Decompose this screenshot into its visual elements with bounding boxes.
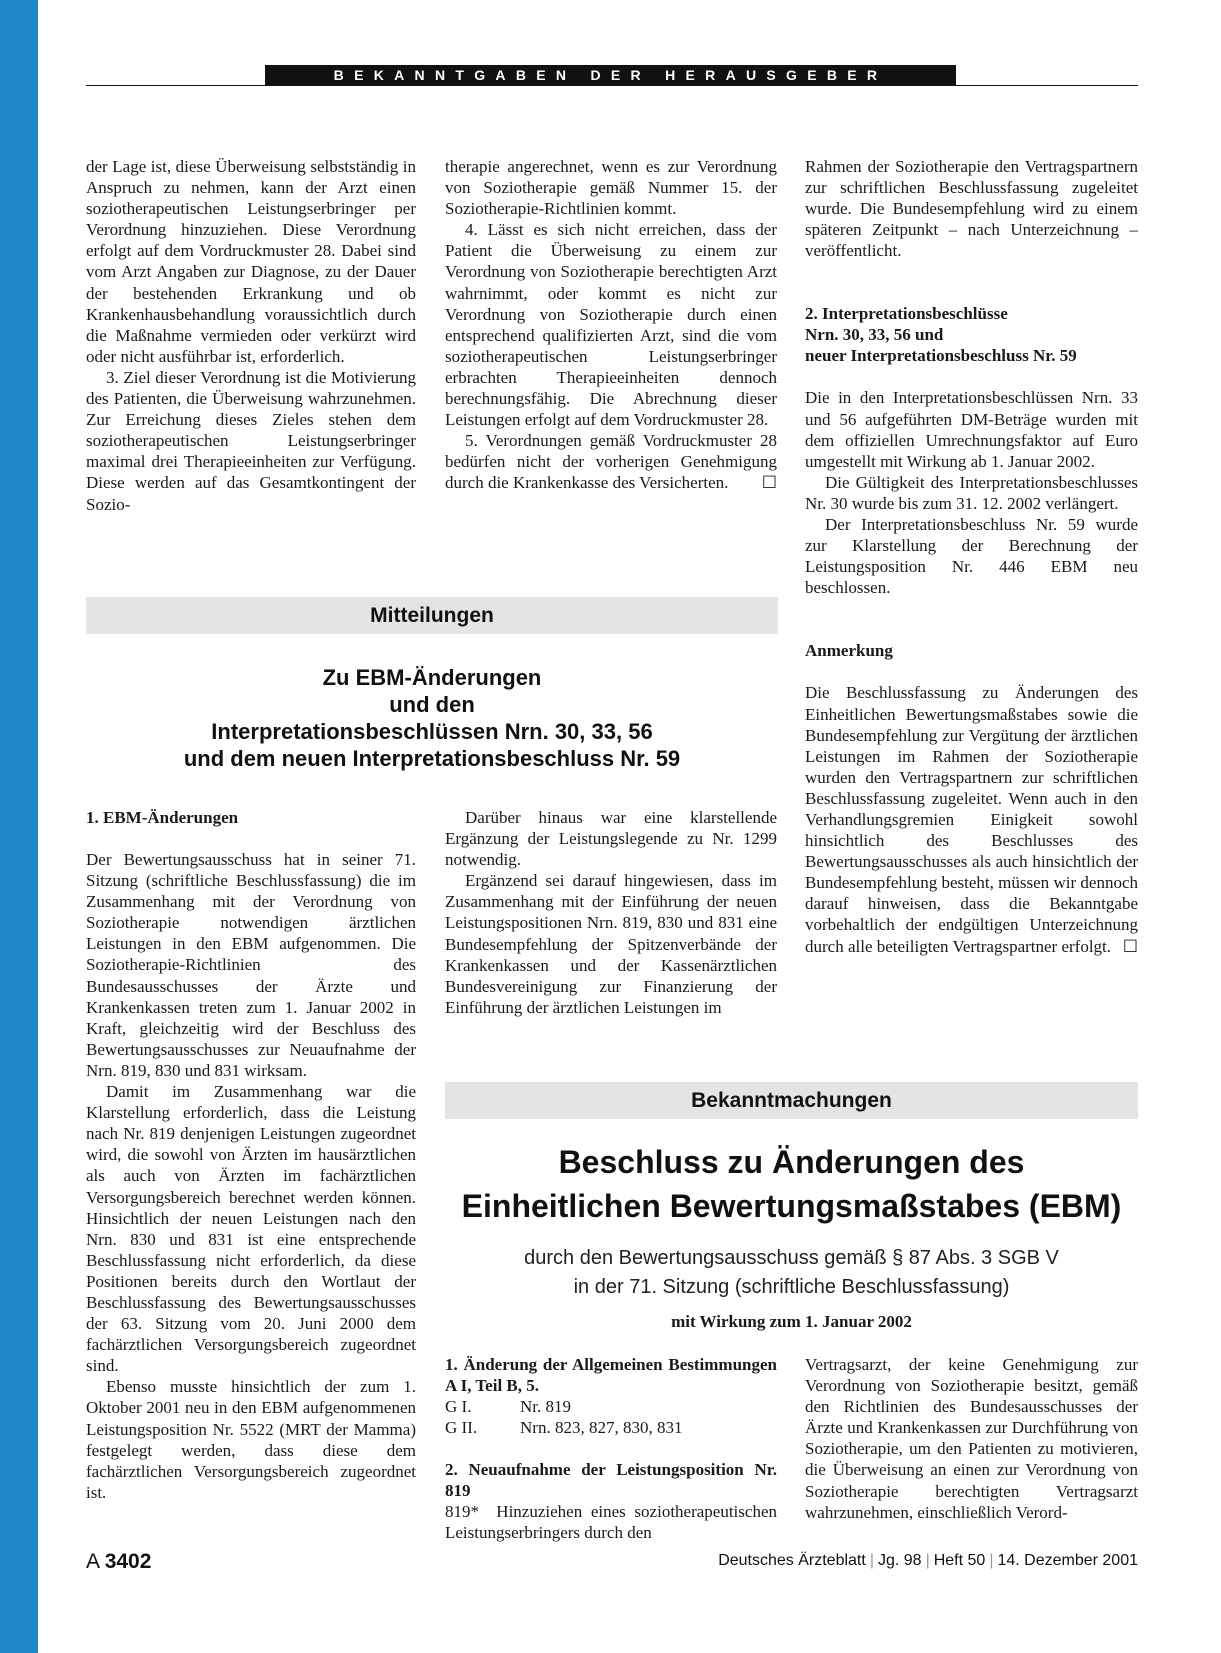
paragraph: Vertragsarzt, der keine Genehmigung zur Verordnung von Soziotherapie besitzt, gemäß den Richtlinien des Bundesausschusses der Ärzte und Krankenkassen zur Durchführung von Soziotherapie, um den Patienten zu motivieren, die Überweisung an einen zur Verordnung von Soziotherapie berechtigten Vertragsarzt wahrzunehmen, einschließlich Verord- [805,1355,1138,1522]
top-left-column [86,156,416,515]
header-rule [86,85,1138,86]
journal-name: Deutsches Ärzteblatt [718,1552,866,1569]
resolution-subtitle [445,1244,1138,1302]
effective-date: mit Wirkung zum 1. Januar 2002 [671,1312,912,1331]
section-header: BEKANNTGABEN DER HERAUSGEBER [265,65,956,85]
paragraph: Damit im Zusammenhang war die Klarstellung erforderlich, dass die Leistung nach Nr. 819 denjenigen Leistungen zugeordnet wird, die sowohl von Ärzten im hausärztlichen als auch von Ärzten im fachärztlichen Versorgungsbereich berechnet werden können. Hinsichtlich der neuen Leistungen nach den Nrn. 830 und 831 ist eine entsprechende Beschlussfassung nicht erforderlich, da diese Positionen bereits durch den Wortlaut der Beschlussfassung des Bewertungsausschusses der 63. Sitzung vom 20. Juni 2000 dem fachärztlichen Versorgungsbereich zugeordnet sind. [86,1082,416,1376]
paragraph-text: Die Beschlussfassung zu Änderungen des Einheitlichen Bewertungsmaßstabes sowie die Bundesempfehlung zur Vergütung der ärztlichen Leistungen im Rahmen der Soziotherapie wurden den Vertragspartnern zur schriftlichen Beschlussfassung zugeleitet. Wenn auch in den Verhandlungsgremien Einigkeit sowohl hinsichtlich des Beschlusses des Bewertungsausschusses als auch hinsichtlich der Bundesempfehlung besteht, müssen wir dennoch darauf hinweisen, dass die Bekanntgabe vorbehaltlich der endgültigen Unterzeichnung durch alle beteiligten Vertragspartner erfolgt. [805,683,1138,956]
resolution-title [445,1140,1138,1228]
subtitle-line: in der 71. Sitzung (schriftliche Beschlussfassung) [573,1276,1010,1298]
mitteilungen-middle-column [445,807,777,1018]
title-line: Beschluss zu Änderungen des [558,1144,1025,1180]
heading-line: neuer Interpretationsbeschluss Nr. 59 [805,346,1077,366]
item-heading: 1. Änderung der Allgemeinen Bestimmungen A I, Teil B, 5. [445,1355,777,1395]
paragraph: Ebenso musste hinsichtlich der zum 1. Oktober 2001 neu in den EBM aufgenommenen Leistungsposition Nr. 5522 (MRT der Mamma) festgelegt werden, dass diese dem fachärztlichen Versorgungsbereich zugeordnet ist. [86,1377,416,1502]
item-heading: 2. Neuaufnahme der Leistungsposition Nr. 819 [445,1460,777,1501]
paragraph: der Lage ist, diese Überweisung selbstständig in Anspruch zu nehmen, kann der Arzt einen soziotherapeutischen Leistungserbringer per Verordnung hinzuziehen. Diese Verordnung erfolgt auf dem Vordruckmuster 28. Dabei sind vom Arzt Angaben zur Diagnose, zu der Dauer der bestehenden Erkrankung und ob Krankenhausbehandlung voraussichtlich durch die Maßnahme vermieden oder verkürzt wird oder nicht ausführbar ist, erforderlich. [86,157,416,366]
item-row [445,1417,777,1438]
journal-issue: Heft 50 [933,1552,986,1569]
journal-volume: Jg. 98 [877,1552,922,1569]
journal-info: Deutsches Ärzteblatt | Jg. 98 | Heft 50 | 14. Dezember 2001 [718,1552,1138,1569]
paragraph [805,682,1138,956]
side-color-bar [0,0,38,1653]
subheading-line: und den [389,692,475,717]
page-prefix: A [86,1550,99,1573]
paragraph [445,430,777,493]
top-middle-column [445,156,777,494]
item-row [445,1396,777,1417]
mitteilungen-subheading [86,664,778,772]
paragraph: Die in den Interpretationsbeschlüssen Nrn. 33 und 56 aufgeführten DM-Beträge wurden mit dem offiziellen Umrechnungsfaktor auf Euro umgestellt mit Wirkung ab 1. Januar 2002. [805,388,1138,471]
page-number-value: 3402 [104,1550,152,1573]
mitteilungen-left-column [86,807,416,1503]
paragraph: 3. Ziel dieser Verordnung ist die Motivierung des Patienten, die Überweisung wahrzunehmen. Zur Erreichung dieses Zieles stehen dem soziotherapeutischen Leistungserbringer maximal drei Therapieeinheiten zur Verfügung. Diese werden auf das Gesamtkontingent der Sozio- [86,367,416,514]
remark-heading: Anmerkung [805,641,893,661]
item-code: G II. [445,1418,478,1438]
heading-line: 2. Interpretationsbeschlüsse [805,304,1008,324]
paragraph: Die Gültigkeit des Interpretationsbeschlusses Nr. 30 wurde bis zum 31. 12. 2002 verlängert. [805,472,1138,513]
end-mark-icon: ☐ [761,473,777,493]
item-code: G I. [445,1397,472,1416]
subheading-line: Interpretationsbeschlüssen Nrn. 30, 33, 56 [211,719,653,744]
heading-line: Nrn. 30, 33, 56 und [805,325,944,345]
paragraph: Rahmen der Soziotherapie den Vertragspartnern zur schriftlichen Beschlussfassung zugeleitet wurde. Die Bundesempfehlung wird zu einem späteren Zeitpunkt – nach Unterzeichnung – veröffentlicht. [805,157,1138,261]
title-line: Einheitlichen Bewertungsmaßstabes (EBM) [461,1188,1122,1224]
paragraph: 4. Lässt es sich nicht erreichen, dass der Patient die Überweisung zu einem zur Verordnung von Soziotherapie berechtigten Arzt wahrnimmt, oder kommt es nicht zur Verordnung von Soziotherapie durch einen entsprechend qualifizierten Arzt, sind die vom soziotherapeutischen Leistungserbringer erbrachten Therapieeinheiten dennoch berechnungsfähig. Die Abrechnung dieser Leistungen erfolgt auf dem Vordruckmuster 28. [445,220,777,430]
section-heading [805,303,1138,366]
paragraph-text: 5. Verordnungen gemäß Vordruckmuster 28 bedürfen nicht der vorherigen Genehmigung durch die Krankenkasse des Versicherten. [445,431,777,493]
subheading-line: und dem neuen Interpretationsbeschluss Nr. 59 [183,746,681,771]
page-number [86,1550,151,1574]
paragraph: 819* Hinzuziehen eines soziotherapeutischen Leistungserbringers durch den [445,1502,782,1543]
end-mark-icon: ☐ [1122,936,1138,956]
paragraph: therapie angerechnet, wenn es zur Verordnung von Soziotherapie gemäß Nummer 15. der Soziotherapie-Richtlinien kommt. [445,157,777,219]
bekanntmachungen-left-column [445,1354,782,1543]
bekanntmachungen-right-column [805,1354,1138,1523]
paragraph: Ergänzend sei darauf hingewiesen, dass im Zusammenhang mit der Einführung der neuen Leistungspositionen Nrn. 819, 830 und 831 eine Bundesempfehlung der Spitzenverbände der Krankenkassen und der Kassenärztlichen Bundesvereinigung zur Finanzierung der Einführung der ärztlichen Leistungen im [445,871,777,1017]
paragraph: Der Bewertungsausschuss hat in seiner 71. Sitzung (schriftliche Beschlussfassung) die im Zusammenhang mit der Verordnung von Soziotherapie notwendigen ärztlichen Leistungen in den EBM aufgenommen. Die Soziotherapie-Richtlinien des Bundesausschusses der Ärzte und Krankenkassen treten zum 1. Januar 2002 in Kraft, gleichzeitig wird der Beschluss des Bewertungsausschusses zur Neuaufnahme der Nrn. 819, 830 und 831 wirksam. [86,850,416,1080]
journal-date: 14. Dezember 2001 [997,1552,1138,1569]
bekanntmachungen-band: Bekanntmachungen [445,1082,1138,1119]
mitteilungen-band: Mitteilungen [86,597,778,634]
subtitle-line: durch den Bewertungsausschuss gemäß § 87 Abs. 3 SGB V [524,1247,1059,1269]
paragraph: Der Interpretationsbeschluss Nr. 59 wurde zur Klarstellung der Berechnung der Leistungsposition Nr. 446 EBM neu beschlossen. [805,515,1138,598]
item-value: Nrn. 823, 827, 830, 831 [520,1418,683,1438]
subheading-line: Zu EBM-Änderungen [322,665,542,690]
item-value: Nr. 819 [520,1397,571,1416]
section-heading: 1. EBM-Änderungen [86,808,239,827]
paragraph: Darüber hinaus war eine klarstellende Ergänzung der Leistungslegende zu Nr. 1299 notwendig. [445,808,777,870]
right-column [805,156,1138,957]
